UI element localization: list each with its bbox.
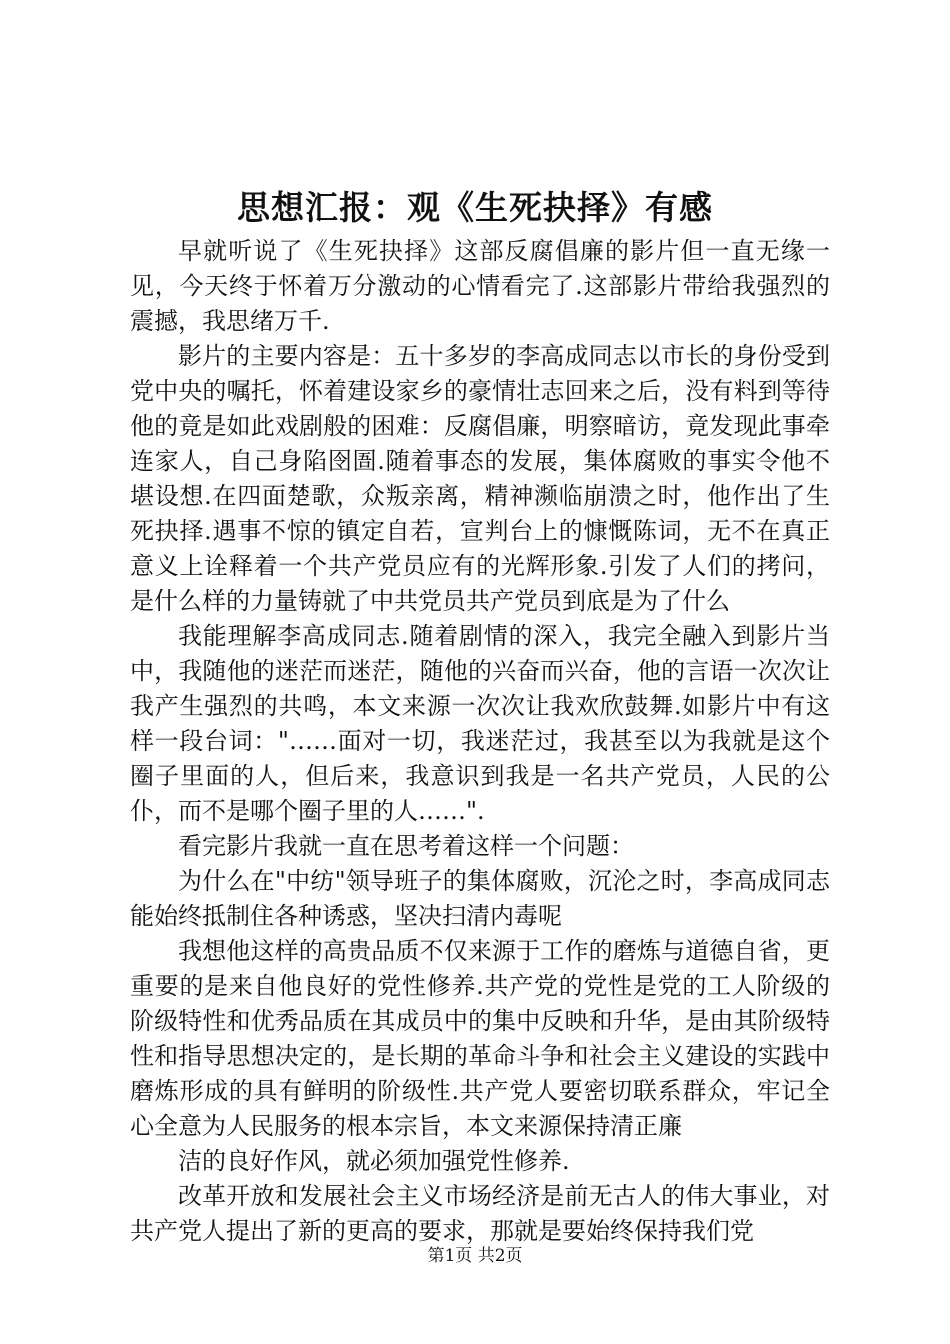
paragraph: 我想他这样的高贵品质不仅来源于工作的磨炼与道德自省，更重要的是来自他良好的党性修养.共产党的党性是党的工人阶级的阶级特性和优秀品质在其成员中的集中反映和升华，是由其阶级特性和指导思想决定的，是长期的革命斗争和社会主义建设的实践中磨炼形成的具有鲜明的阶级性.共产党人要密切联系群众，牢记全心全意为人民服务的根本宗旨，本文来源保持清正廉 [130, 937, 830, 1140]
paragraph: 为什么在"中纺"领导班子的集体腐败，沉沦之时，李高成同志能始终抵制住各种诱惑，坚决扫清内毒呢 [130, 867, 830, 930]
paragraph: 改革开放和发展社会主义市场经济是前无古人的伟大事业，对共产党人提出了新的更高的要求，那就是要始终保持我们党 [130, 1182, 830, 1245]
paragraph: 洁的良好作风，就必须加强党性修养. [178, 1147, 570, 1175]
document-body [130, 234, 830, 1249]
paragraph: 看完影片我就一直在思考着这样一个问题： [178, 832, 634, 860]
paragraph: 我能理解李高成同志.随着剧情的深入，我完全融入到影片当中，我随他的迷茫而迷茫，随他的兴奋而兴奋，他的言语一次次让我产生强烈的共鸣，本文来源一次次让我欢欣鼓舞.如影片中有这样一段台词："……面对一切，我迷茫过，我甚至以为我就是这个圈子里面的人，但后来，我意识到我是一名共产党员，人民的公仆，而不是哪个圈子里的人……". [130, 622, 830, 825]
document-title: 思想汇报：观《生死抉择》有感 [237, 188, 713, 227]
page-footer: 第1页 共2页 [427, 1246, 523, 1266]
paragraph: 影片的主要内容是：五十多岁的李高成同志以市长的身份受到党中央的嘱托，怀着建设家乡的豪情壮志回来之后，没有料到等待他的竟是如此戏剧般的困难：反腐倡廉，明察暗访，竟发现此事牵连家人，自己身陷囹圄.随着事态的发展，集体腐败的事实令他不堪设想.在四面楚歌，众叛亲离，精神濒临崩溃之时，他作出了生死抉择.遇事不惊的镇定自若，宣判台上的慷慨陈词，无不在真正意义上诠释着一个共产党员应有的光辉形象.引发了人们的拷问，是什么样的力量铸就了中共党员共产党员到底是为了什么 [130, 342, 830, 615]
paragraph: 早就听说了《生死抉择》这部反腐倡廉的影片但一直无缘一见，今天终于怀着万分激动的心情看完了.这部影片带给我强烈的震撼，我思绪万千. [130, 237, 830, 335]
